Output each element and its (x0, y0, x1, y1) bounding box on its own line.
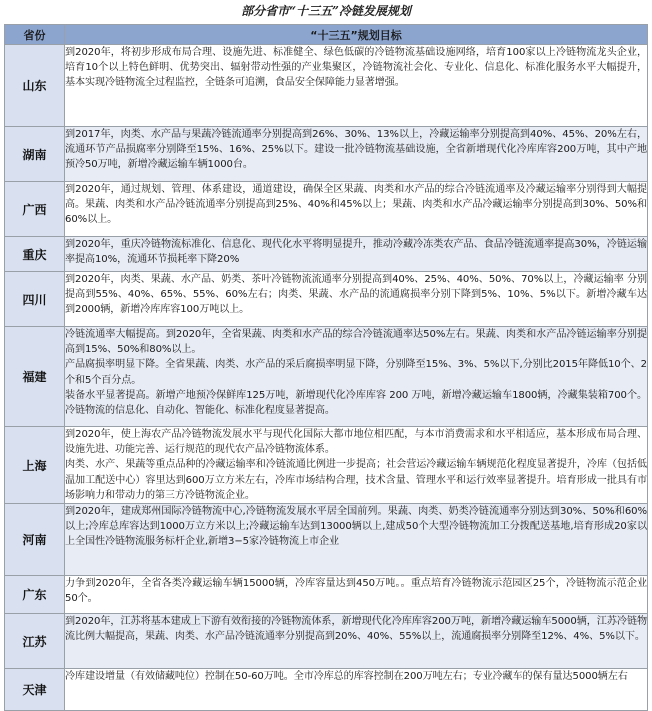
header-province: 省份 (5, 25, 65, 45)
table-row (5, 272, 648, 327)
table-row (5, 182, 648, 237)
goal-cell (65, 427, 648, 504)
province-cell: 四川 (5, 272, 65, 327)
province-cell: 河南 (5, 504, 65, 576)
province-cell: 福建 (5, 327, 65, 427)
goal-cell (65, 614, 648, 669)
goal-paragraph: 到2017年，肉类、水产品与果蔬冷链流通率分别提高到26%、30%、13%以上，冷藏运输率分别提高到40%、45%、20%左右，流通环节产品损腐率分别降至15%、16%、25%以下。建设一批冷链物流基础设施，全省新增现代化冷库库容200万吨，其中产地预冷50万吨，新增冷藏运输车辆1000台。 (65, 129, 647, 171)
province-cell: 广东 (5, 576, 65, 614)
table-row (5, 45, 648, 127)
province-cell: 天津 (5, 669, 65, 711)
table-row (5, 669, 648, 711)
goal-paragraph: 到2020年，使上海农产品冷链物流发展水平与现代化国际大都市地位相匹配，与本市消费需求和水平相适应，基本形成布局合理、设施先进、功能完善、运行规范的现代农产品冷链物流体系。 (65, 429, 647, 456)
goal-paragraph: 肉类、水产、果蔬等重点品种的冷藏运输率和冷链流通比例进一步提高；社会营运冷藏运输车辆规范化程度显著提升，冷库（包括低温加工配送中心）容里达到600万立方米左右，冷库市场结构合理，技术含量、管理水平和运行效率显著提升。培育形成一批具有市场影响力和带动力的第三方冷链物流企业。 (65, 459, 647, 501)
province-cell: 广西 (5, 182, 65, 237)
goal-cell (65, 127, 648, 182)
province-cell: 江苏 (5, 614, 65, 669)
province-cell: 上海 (5, 427, 65, 504)
header-goal: “十三五”规划目标 (65, 25, 648, 45)
goal-cell (65, 504, 648, 576)
goal-paragraph: 冷库建设增量（有效储藏吨位）控制在50-60万吨。全市冷库总的库容控制在200万吨左右；专业冷藏车的保有量达5000辆左右 (65, 671, 628, 683)
province-cell: 山东 (5, 45, 65, 127)
goal-cell (65, 182, 648, 237)
goal-paragraph: 到2020年，重庆冷链物流标准化、信息化、现代化水平将明显提升，推动冷藏冷冻类农产品、食品冷链流通率提高30%，冷链运输率提高10%，流通环节损耗率下降20% (65, 239, 647, 266)
goal-cell (65, 237, 648, 272)
goal-paragraph: 装备水平显著提高。新增产地预冷保鲜库125万吨，新增现代化冷库库容 200 万吨，新增冷藏运输车1800辆，冷藏集装箱700个。冷链物流的信息化、自动化、智能化、标准化程度显著提高。 (65, 389, 647, 417)
province-cell: 重庆 (5, 237, 65, 272)
goal-cell (65, 45, 648, 127)
goal-cell (65, 576, 648, 614)
goal-paragraph: 冷链流通率大幅提高。到2020年，全省果蔬、肉类和水产品的综合冷链流通率达50%左右。果蔬、肉类和水产品冷链运输率分别提高到15%、50%和80%以上。 (65, 329, 647, 356)
goal-paragraph: 到2020年，江苏将基本建成上下游有效衔接的冷链物流体系，新增现代化冷库库容200万吨，新增冷藏运输车5000辆，江苏冷链物流比例大幅提高，果蔬、肉类、水产品冷链流通率分别提高到20%、40%、55%以上，流通腐损率分别降至12%、4%、5%以下。 (65, 616, 647, 643)
header-row (5, 25, 648, 45)
table-row (5, 327, 648, 427)
goal-paragraph: 到2020年，通过规划、管理、体系建设，通道建设，确保全区果蔬、肉类和水产品的综合冷链流通率及冷藏运输率分别得到大幅提高。果蔬、肉类和水产品冷链流通率分别提高到25%、40%和45%以上；果蔬、肉类和水产品冷藏运输率分别提高到30%、50%和60%以上。 (65, 184, 647, 226)
goal-paragraph: 到2020年，将初步形成布局合理、设施先进、标准健全、绿色低碳的冷链物流基础设施网络，培育100家以上冷链物流龙头企业，培育10个以上特色鲜明、优势突出、辐射带动性强的产业集聚区，冷链物流社会化、专业化、信息化、标准化服务水平大幅提升，基本实现冷链物流全过程监控，全链条可追溯，食品安全保障能力显著增强。 (65, 47, 647, 89)
plan-table (4, 24, 648, 711)
goal-paragraph: 到2020年，建成郑州国际冷链物流中心,冷链物流发展水平居全国前列。果蔬、肉类、奶类冷链流通率分别达到30%、50%和60%以上;冷库总库容达到1000万立方米以上;冷藏运输车达到13000辆以上,建成50个大型冷链物流加工分拨配送基地,培育形成20家以上全国性冷链物流服务标杆企业,新增3−5家冷链物流上市企业 (65, 506, 647, 548)
table-title: 部分省市“十三五”冷链发展规划 (241, 4, 411, 18)
table-row (5, 427, 648, 504)
table-row (5, 614, 648, 669)
table-row (5, 504, 648, 576)
table-row (5, 237, 648, 272)
goal-paragraph: 产品腐损率明显下降。全省果蔬、肉类、水产品的采后腐损率明显下降，分别降至15%、3%、5%以下,分别比2015年降低10个、2个和5个百分点。 (65, 359, 647, 386)
goal-cell (65, 272, 648, 327)
goal-paragraph: 到2020年，肉类、果蔬、水产品、奶类、茶叶冷链物流流通率分别提高到40%、25%、40%、50%、70%以上，冷藏运输率 分别提高到55%、40%、65%、55%、60%左右；肉类、果蔬、水产品的流通腐损率分别下降到5%、10%、5%以下。新增冷藏车达到2000辆，新增冷库库容100万吨以上。 (65, 274, 647, 316)
province-cell: 湖南 (5, 127, 65, 182)
goal-cell (65, 327, 648, 427)
table-row (5, 576, 648, 614)
goal-paragraph: 力争到2020年，全省各类冷藏运输车辆15000辆，冷库容量达到450万吨。。重点培育冷链物流示范园区25个，冷链物流示范企业50个。 (65, 578, 647, 605)
goal-cell (65, 669, 648, 711)
table-row (5, 127, 648, 182)
